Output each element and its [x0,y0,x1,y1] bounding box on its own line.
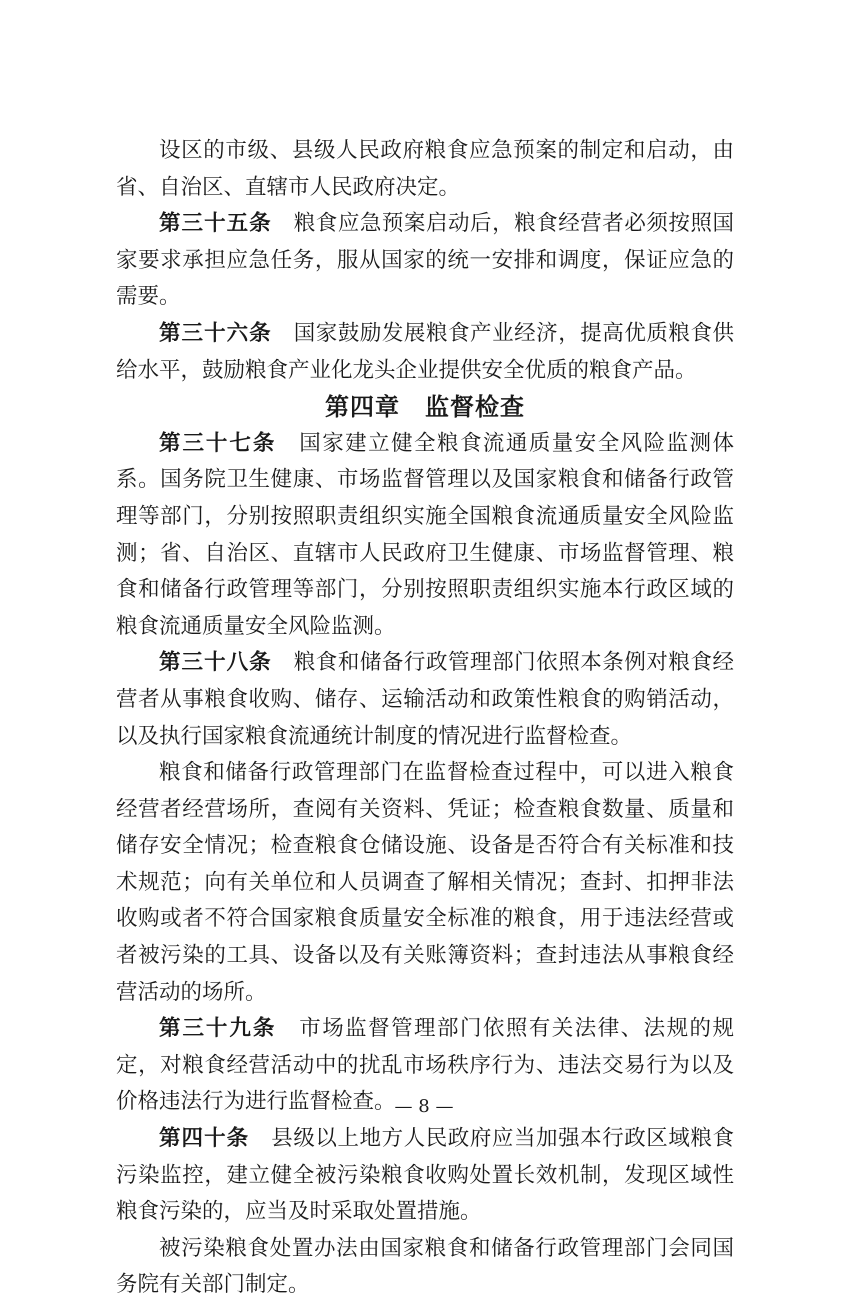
document-body [116,133,734,1304]
article-number: 第三十九条 [159,1016,277,1042]
article-text: 粮食应急预案启动后，粮食经营者必须按照国家要求承担应急任务，服从国家的统一安排和调度，保证应急的需要。 [116,211,734,310]
page-number: — 8 — [394,1096,454,1117]
paragraph-text: 被污染粮食处置办法由国家粮食和储备行政管理部门会同国务院有关部门制定。 [116,1235,734,1298]
article-36 [116,316,734,389]
paragraph-text: 设区的市级、县级人民政府粮食应急预案的制定和启动，由省、自治区、直辖市人民政府决定。 [116,138,734,200]
paragraph-text: 粮食和储备行政管理部门在监督检查过程中，可以进入粮食经营者经营场所，查阅有关资料、凭证；检查粮食数量、质量和储存安全情况；检查粮食仓储设施、设备是否符合有关标准和技术规范；向有关单位和人员调查了解相关情况；查封、扣押非法收购或者不符合国家粮食质量安全标准的粮食，用于违法经营或者被污染的工具、设备以及有关账簿资料；查封违法从事粮食经营活动的场所。 [116,760,734,1005]
article-40 [116,1121,734,1231]
article-number: 第四十条 [159,1126,250,1152]
article-number: 第三十八条 [159,650,272,676]
article-38 [116,645,734,755]
article-text: 市场监督管理部门依照有关法律、法规的规定，对粮食经营活动中的扰乱市场秩序行为、违法交易行为以及价格违法行为进行监督检查。 [116,1016,734,1115]
chapter-title: 第四章 监督检查 [325,393,525,422]
article-35 [116,206,734,316]
article-number: 第三十五条 [159,211,272,237]
article-number: 第三十六条 [159,320,272,346]
article-text: 县级以上地方人民政府应当加强本行政区域粮食污染监控，建立健全被污染粮食收购处置长效机制，发现区域性粮食污染的，应当及时采取处置措施。 [116,1126,734,1225]
article-text: 国家建立健全粮食流通质量安全风险监测体系。国务院卫生健康、市场监督管理以及国家粮食和储备行政管理等部门，分别按照职责组织实施全国粮食流通质量安全风险监测；省、自治区、直辖市人民政府卫生健康、市场监督管理、粮食和储备行政管理等部门，分别按照职责组织实施本行政区域的粮食流通质量安全风险监测。 [116,430,734,639]
article-text: 国家鼓励发展粮食产业经济，提高优质粮食供给水平，鼓励粮食产业化龙头企业提供安全优质的粮食产品。 [116,320,734,383]
article-38-paragraph-2 [116,755,734,1011]
paragraph [116,133,734,206]
article-37 [116,426,734,646]
article-text: 粮食和储备行政管理部门依照本条例对粮食经营者从事粮食收购、储存、运输活动和政策性粮食的购销活动，以及执行国家粮食流通统计制度的情况进行监督检查。 [116,650,734,749]
article-40-paragraph-2 [116,1231,734,1304]
article-number: 第三十七条 [159,430,277,456]
